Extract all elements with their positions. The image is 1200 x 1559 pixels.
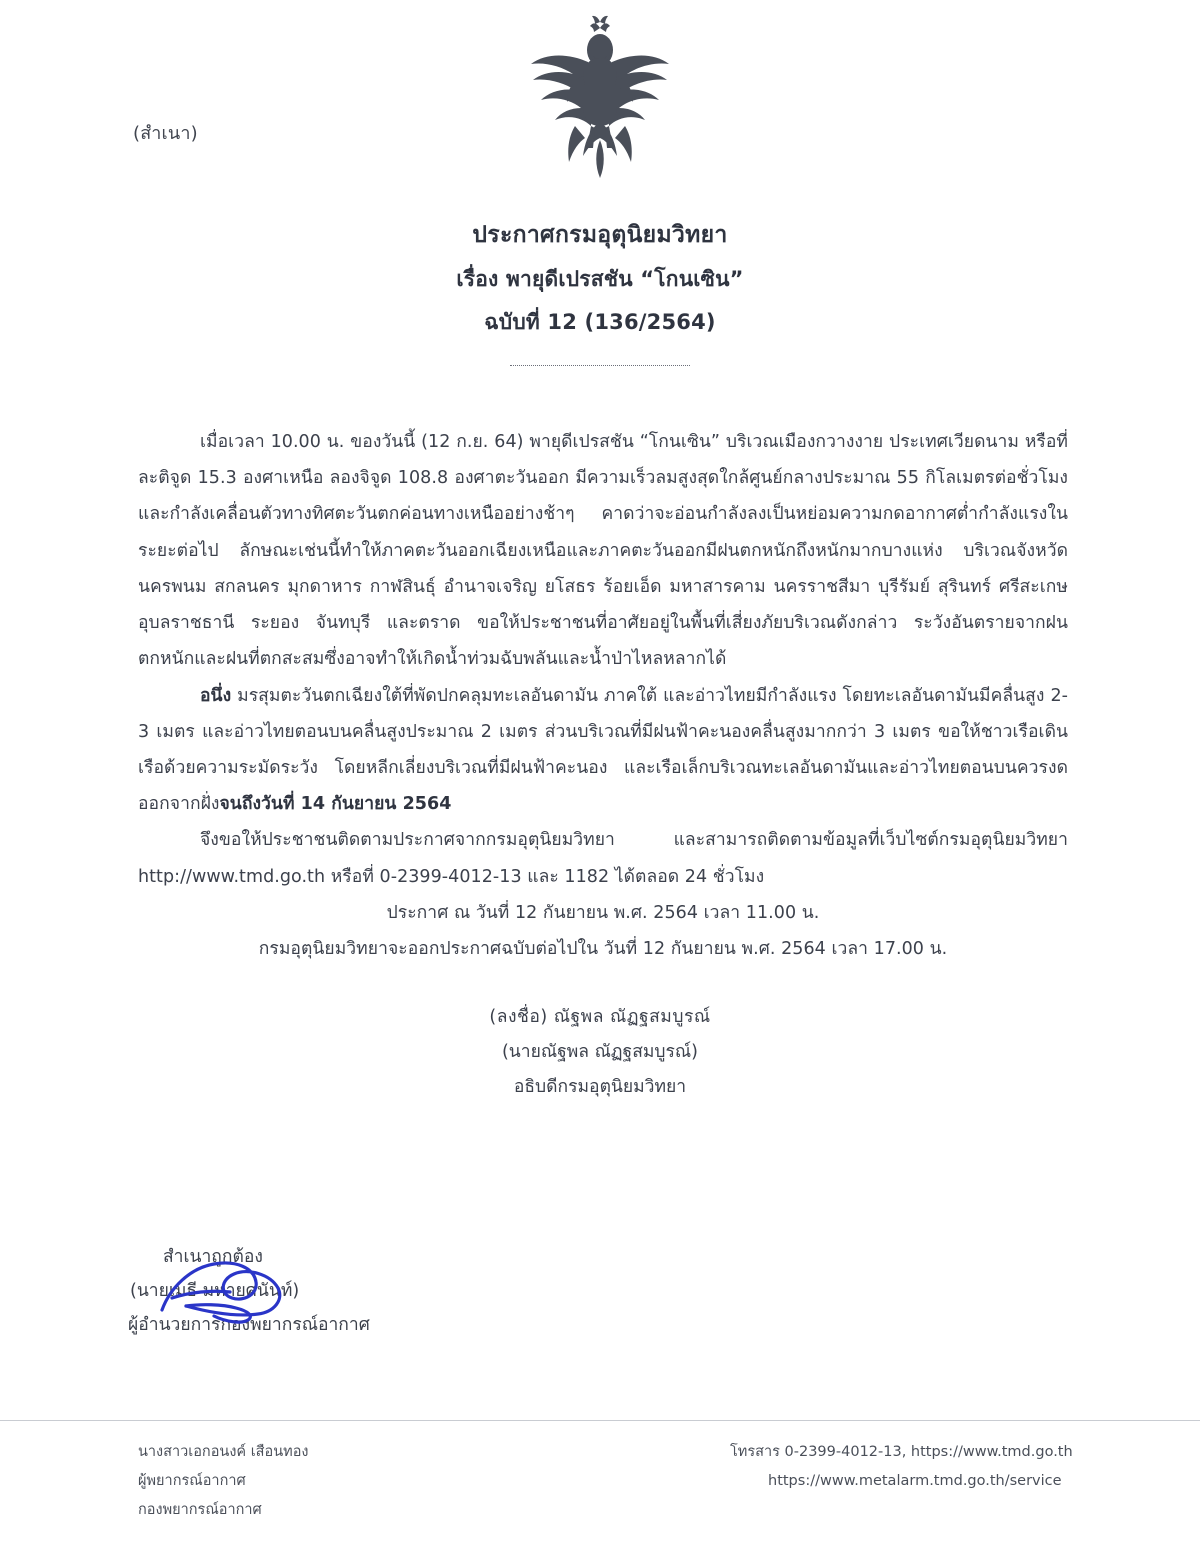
paragraph-5 [138, 931, 1068, 967]
signatory-name: (นายณัฐพล ณัฏฐสมบูรณ์) [501, 1042, 698, 1062]
paragraph-1-text: เมื่อเวลา 10.00 น. ของวันนี้ (12 ก.ย. 64) พายุดีเปรสชัน “โกนเซิน” บริเวณเมืองกวางงาย ประเทศเวียดนาม หรือที่ละติจูด 15.3 องศาเหนือ ลองจิจูด 108.8 องศาตะวันออก มีความเร็วลมสูงสุดใกล้ศูนย์กลางประมาณ 55 กิโลเมตรต่อชั่วโมง และกำลังเคลื่อนตัวทางทิศตะวันตกค่อนทางเหนืออย่างช้าๆ คาดว่าจะอ่อนกำลังลงเป็นหย่อมความกดอากาศต่ำกำลังแรงในระยะต่อไป ลักษณะเช่นนี้ทำให้ภาคตะวันออกเฉียงเหนือและภาคตะวันออกมีฝนตกหนักถึงหนักมากบางแห่ง บริเวณจังหวัดนครพนม สกลนคร มุกดาหาร กาฬสินธุ์ อำนาจเจริญ ยโสธร ร้อยเอ็ด มหาสารคาม นครราชสีมา บุรีรัมย์ สุรินทร์ ศรีสะเกษ อุบลราชธานี ระยอง จันทบุรี และตราด ขอให้ประชาชนที่อาศัยอยู่ในพื้นที่เสี่ยงภัยบริเวณดังกล่าว ระวังอันตรายจากฝนตกหนักและฝนที่ตกสะสมซึ่งอาจทำให้เกิดน้ำท่วมฉับพลันและน้ำป่าไหลหลากได้ [138, 432, 1068, 670]
footer-service-url: https://www.metalarm.tmd.go.th/service [768, 1473, 1062, 1489]
signatory-position: อธิบดีกรมอุตุนิยมวิทยา [513, 1077, 687, 1097]
certifier-name: (นายเมธี มหายศนันท์) [130, 1281, 300, 1302]
footer-left-block [138, 1438, 309, 1525]
signature-line: (ลงชื่อ) ณัฐพล ณัฏฐสมบูรณ์ [489, 1007, 711, 1027]
paragraph-3 [138, 822, 1068, 894]
next-issue-text: กรมอุตุนิยมวิทยาจะออกประกาศฉบับต่อไปใน วันที่ 12 กันยายน พ.ศ. 2564 เวลา 17.00 น. [258, 939, 948, 960]
signature-scribble-icon [150, 1248, 300, 1342]
footer-author-name: นางสาวเอกอนงค์ เสือนทอง [138, 1444, 309, 1460]
document-body [138, 424, 1068, 967]
paragraph-2 [138, 678, 1068, 823]
copy-marker: (สำเนา) [133, 123, 198, 144]
footer-author-role: ผู้พยากรณ์อากาศ [138, 1473, 246, 1489]
signature-block [0, 1000, 1200, 1105]
certified-true-copy-label: สำเนาถูกต้อง [163, 1247, 263, 1267]
paragraph-1 [138, 424, 1068, 678]
certification-block [128, 1240, 370, 1342]
paragraph-3-text: จึงขอให้ประชาชนติดตามประกาศจากกรมอุตุนิยมวิทยา และสามารถติดตามข้อมูลที่เว็บไซต์กรมอุตุนิยมวิทยา http://www.tmd.go.th หรือที่ 0-2399-4012-13 และ 1182 ได้ตลอด 24 ชั่วโมง [138, 830, 1068, 887]
issued-at-text: ประกาศ ณ วันที่ 12 กันยายน พ.ศ. 2564 เวลา 11.00 น. [386, 902, 820, 923]
document-heading [0, 218, 1200, 366]
certifier-position: ผู้อำนวยการกองพยากรณ์อากาศ [128, 1315, 370, 1336]
footer-author-division: กองพยากรณ์อากาศ [138, 1502, 262, 1518]
paragraph-4 [138, 895, 1068, 931]
page-title: ประกาศกรมอุตุนิยมวิทยา [472, 222, 728, 248]
paragraph-2-bold-tail: จนถึงวันที่ 14 กันยายน 2564 [219, 794, 452, 815]
paragraph-2-lead: อนึ่ง [200, 685, 232, 706]
issue-number: ฉบับที่ 12 (136/2564) [484, 309, 716, 334]
document-footer [0, 1438, 1200, 1548]
paragraph-2-text: มรสุมตะวันตกเฉียงใต้ที่พัดปกคลุมทะเลอันดามัน ภาคใต้ และอ่าวไทยมีกำลังแรง โดยทะเลอันดามันมีคลื่นสูง 2-3 เมตร และอ่าวไทยตอนบนคลื่นสูงประมาณ 2 เมตร ส่วนบริเวณที่มีฝนฟ้าคะนองคลื่นสูงมากกว่า 3 เมตร ขอให้ชาวเรือเดินเรือด้วยความระมัดระวัง โดยหลีกเลี่ยงบริเวณที่มีฝนฟ้าคะนอง และเรือเล็กบริเวณทะเลอันดามันและอ่าวไทยตอนบนควรงดออกจากฝั่ง [138, 685, 1068, 815]
footer-right-block [730, 1438, 1073, 1496]
footer-divider [0, 1420, 1200, 1421]
footer-contact: โทรสาร 0-2399-4012-13, https://www.tmd.go.th [730, 1444, 1073, 1460]
divider [510, 365, 690, 366]
garuda-emblem [0, 14, 1200, 189]
subject-line: เรื่อง พายุดีเปรสชัน “โกนเซิน” [456, 266, 744, 291]
